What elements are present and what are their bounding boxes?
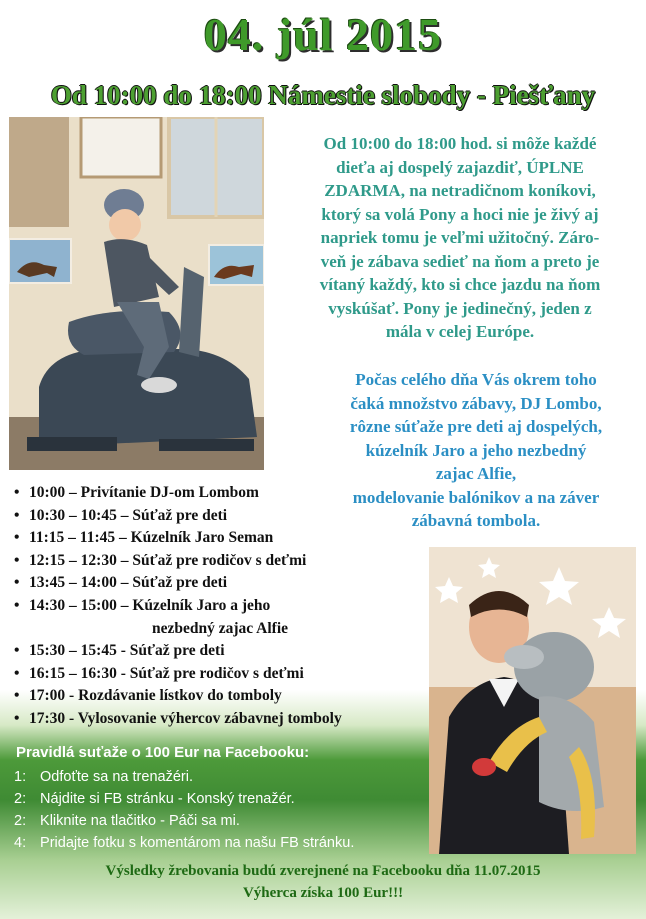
program-line: zábavná tombola. — [411, 511, 541, 530]
schedule-item: • 12:15 – 12:30 – Súťaž pre rodičov s deťmi — [12, 550, 342, 573]
intro-line: vítaný každý, kto si chce jazdu na ňom — [319, 275, 601, 294]
schedule-item: • 17:00 - Rozdávanie lístkov do tomboly — [12, 685, 342, 708]
intro-text — [282, 132, 638, 344]
rules-item-number: 4: — [14, 835, 27, 851]
event-date: 04. júl 2015 — [203, 9, 443, 60]
footer-results-line: Výsledky žrebovania budú zverejnené na Facebooku dňa 11.07.2015 — [105, 863, 541, 879]
program-line: zajac Alfie, — [435, 464, 517, 483]
rules-item-number: 2: — [14, 813, 27, 829]
schedule-item: • 13:45 – 14:00 – Súťaž pre deti — [12, 572, 342, 595]
rules-item-text: Odfoťte sa na trenažéri. — [40, 769, 193, 785]
program-line: kúzelník Jaro a jeho nezbedný — [365, 440, 587, 460]
rules-title: Pravidlá suťaže o 100 Eur na Facebooku: — [16, 744, 310, 761]
schedule-item: • 16:15 – 16:30 - Súťaž pre rodičov s deťmi — [12, 663, 342, 686]
footer-prize-line: Výherca získa 100 Eur!!! — [242, 885, 404, 901]
intro-line: vyskúšať. Pony je jedinečný, jeden z — [328, 298, 592, 318]
rules-item — [14, 832, 354, 854]
rules-item-text: Nájdite si FB stránku - Konský trenažér. — [40, 791, 295, 807]
rules-item-text: Kliknite na tlačitko - Páči sa mi. — [40, 813, 240, 829]
program-line: rôzne súťaže pre deti aj dospelých, — [349, 417, 603, 436]
intro-line: veň je zábava sedieť na ňom a preto je — [320, 251, 600, 271]
program-text — [312, 368, 640, 533]
schedule-list — [12, 482, 342, 731]
event-time-place: Od 10:00 do 18:00 Námestie slobody - Piešťany — [50, 80, 596, 110]
schedule-item: • 17:30 - Vylosovanie výhercov zábavnej tomboly — [12, 708, 342, 731]
schedule-item: • 11:15 – 11:45 – Kúzelník Jaro Seman — [12, 527, 342, 550]
intro-line: ktorý sa volá Pony a hoci nie je živý aj — [321, 204, 599, 224]
schedule-item: • 14:30 – 15:00 – Kúzelník Jaro a jeho — [12, 595, 342, 618]
child-on-pony-illustration — [9, 117, 264, 470]
rules-item — [14, 788, 354, 810]
rules-item-number: 2: — [14, 791, 27, 807]
child-on-pony-photo — [9, 117, 264, 470]
schedule-item: • 15:30 – 15:45 - Súťaž pre deti — [12, 640, 342, 663]
program-line: čaká množstvo zábavy, DJ Lombo, — [350, 393, 602, 413]
intro-line: dieťa aj dospelý zajazdiť, ÚPLNE — [336, 157, 584, 177]
magician-illustration — [429, 547, 636, 854]
intro-line: Od 10:00 do 18:00 hod. si môže každé — [323, 134, 597, 153]
intro-line: ZDARMA, na netradičnom koníkovi, — [324, 181, 596, 200]
intro-line: mála v celej Európe. — [385, 322, 535, 341]
magician-photo — [429, 547, 636, 854]
program-line: modelovanie balónikov a na záver — [352, 487, 600, 507]
intro-line: napriek tomu je veľmi užitočný. Záro- — [320, 228, 600, 247]
rules-item — [14, 810, 354, 832]
schedule-item: • 10:30 – 10:45 – Súťaž pre deti — [12, 505, 342, 528]
rules-item-number: 1: — [14, 769, 27, 785]
rules-item-text: Pridajte fotku s komentárom na našu FB stránku. — [40, 835, 355, 851]
program-line: Počas celého dňa Vás okrem toho — [355, 370, 597, 389]
footer — [0, 860, 646, 904]
schedule-item: • 10:00 – Privítanie DJ-om Lombom — [12, 482, 342, 505]
schedule-item-continuation: nezbedný zajac Alfie — [152, 619, 289, 637]
rules-list — [14, 766, 354, 854]
rules-item — [14, 766, 354, 788]
